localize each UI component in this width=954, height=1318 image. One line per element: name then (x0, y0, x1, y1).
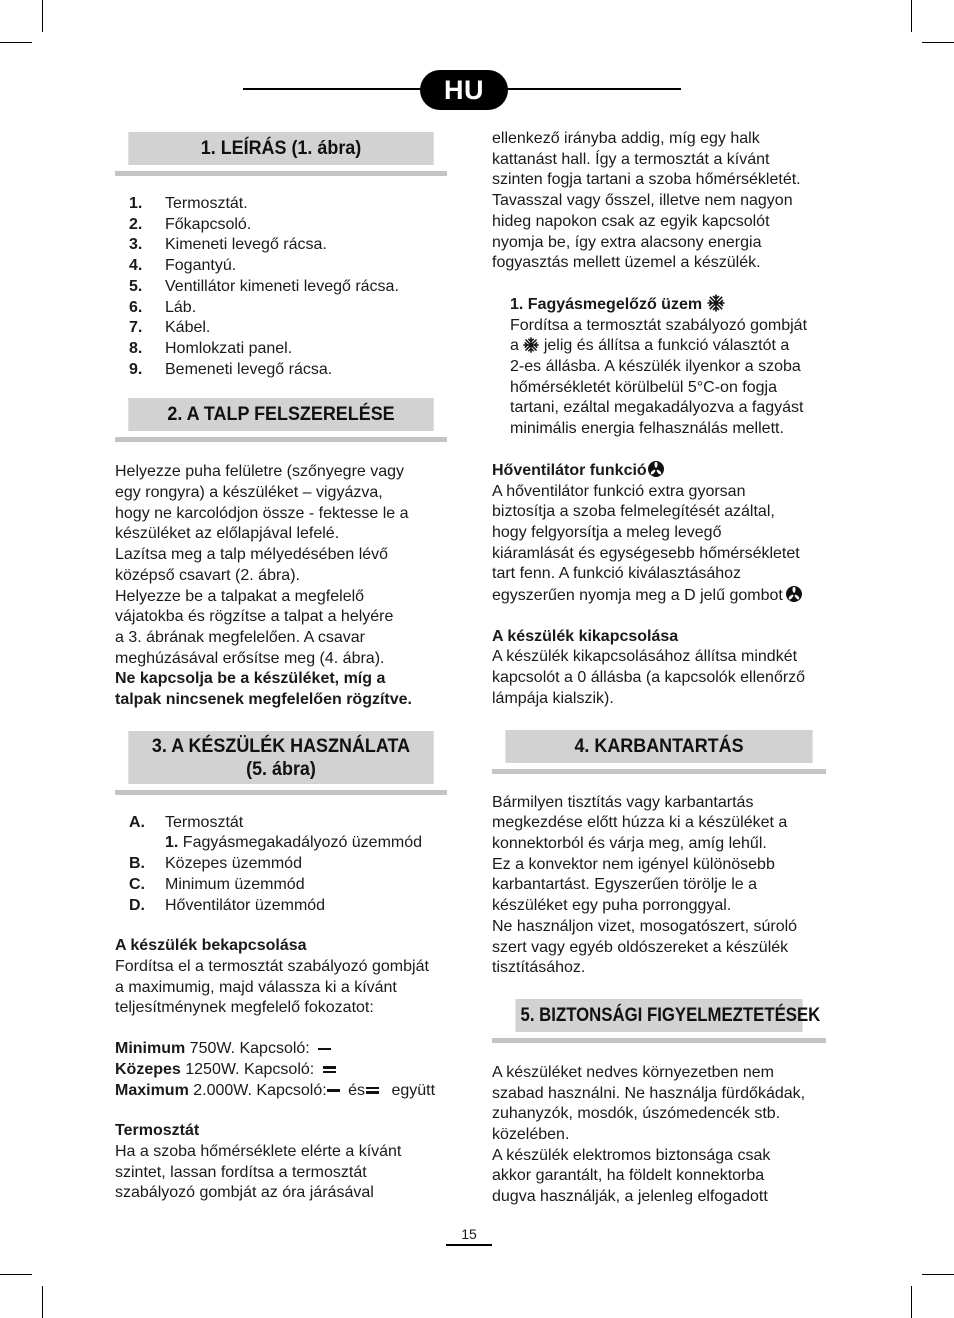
level-maximum: Maximum 2.000W. Kapcsoló: és együtt (115, 1081, 436, 1099)
power-off-title: A készülék kikapcsolása (492, 627, 679, 645)
list-item: 8. Homlokzati panel. (129, 339, 293, 357)
heading-underline (115, 171, 447, 176)
snowflake-icon (523, 337, 539, 353)
page-number-rule (446, 1244, 492, 1246)
list-item: 7. Kábel. (129, 319, 211, 337)
double-bar-switch-icon (366, 1085, 379, 1096)
level-medium: Közepes 1250W. Kapcsoló: (115, 1060, 447, 1081)
list-item: 5. Ventillátor kimeneti levegő rácsa. (129, 277, 399, 295)
section1-heading-text: 1. LEÍRÁS (1. ábra) (128, 132, 433, 165)
list-item: 3. Kimeneti levegő rácsa. (129, 236, 327, 254)
right-column (492, 129, 826, 1208)
section4-heading (492, 730, 826, 774)
level-minimum: Minimum 750W. Kapcsoló: (115, 1039, 447, 1060)
heading-underline (115, 790, 447, 795)
list-item: C. Minimum üzemmód (129, 875, 305, 893)
section5-body: A készüléket nedves környezetben nem szabad használni. Ne használja fürdőkádak, zuhanyzók, mosdók, úszómedencék stb. közelében. A készülék elektromos biztonsága csak akkor garantált, ha földelt konnektorba dugva használják, a jelenleg elfogadott (492, 1063, 806, 1206)
page-number: 15 (461, 1226, 477, 1242)
double-bar-switch-icon (323, 1064, 336, 1075)
fan-section: Hőventilátor funkció A hőventilátor funkció extra gyorsan biztosítja a szoba felmelegítését azáltal, hogy felgyorsítja a meleg levegő kiáramlását és egységesebb hőmérsékletet tart fenn. A funkció kiválasztásához egyszerűen nyomja meg a D jelű gombot (492, 460, 826, 607)
single-bar-switch-icon (318, 1046, 331, 1053)
section3-heading (115, 731, 447, 795)
header-rule-right (505, 88, 681, 90)
crop-mark (42, 0, 43, 32)
section5-heading (492, 999, 826, 1043)
list-item: 9. Bemeneti levegő rácsa. (129, 360, 333, 378)
heading-underline (492, 769, 826, 774)
thermostat-section: Termosztát Ha a szoba hőmérséklete elérte a kívánt szintet, lassan fordítsa a termosztát szabályozó gombját az óra járásával (115, 1121, 447, 1204)
snowflake-icon (707, 294, 725, 312)
list-item: A. Termosztát (129, 813, 244, 831)
power-on-section: A készülék bekapcsolása Fordítsa el a termosztát szabályozó gombját a maximumig, majd válassza ki a kívánt teljesítménynek megfelelő fokozatot: (115, 936, 447, 1019)
list-item: 4. Fogantyú. (129, 257, 237, 275)
section2-heading (115, 398, 447, 442)
thermostat-title: Termosztát (115, 1122, 200, 1140)
crop-mark (42, 1286, 43, 1318)
warning-text: Ne kapcsolja be a készüléket, míg a (115, 670, 386, 688)
list-item: D. Hőventilátor üzemmód (129, 896, 326, 914)
crop-mark (911, 0, 912, 32)
fan-icon (785, 585, 803, 603)
section2-body: Helyezze puha felületre (szőnyegre vagy egy rongyra) a készüléket – vigyázva, hogy ne karcolódjon össze - fektesse le a készüléket az előlapjával lefelé. Lazítsa meg a talp mélyedésében lévő középső csavart (2. ábra). Helyezze be a talpakat a megfelelő vájatokba és rögzítse a talpat a helyére a 3. ábrának megfelelően. A csavar meghúzásával erősítse meg (4. ábra). Ne kapcsolja be a készüléket, míg a talpak nincsenek megfelelően rögzítve. (115, 462, 447, 710)
crop-mark (922, 42, 954, 43)
single-bar-switch-icon (327, 1087, 340, 1094)
crop-mark (0, 42, 32, 43)
section3-heading-text: 3. A KÉSZÜLÉK HASZNÁLATA (5. ábra) (128, 731, 433, 784)
list-item: 1. Fagyásmegakadályozó üzemmód (165, 834, 423, 852)
frost-mode-title: 1. Fagyásmegelőző üzem (510, 295, 703, 313)
thermostat-continued: ellenkező irányba addig, míg egy halk kattanást hall. Így a termosztát a kívánt szinten fogja tartani a szoba hőmérsékletét. Tavasszal vagy ősszel, illetve nem nagyon hideg napokon csak az egyik kapcsolót nyomja be, így extra alacsony energia fogyasztás mellett üzemel a készülék. (492, 130, 801, 272)
left-column (115, 132, 447, 1204)
frost-mode-section: 1. Fagyásmegelőző üzem Fordítsa a termosztát szabályozó gombját a jelig és állítsa a funkció választót a 2-es állásba. A készülék ilyenkor a szoba hőmérsékletét körülbelül 5°C-on fogja tartani, ezáltal megakadályozva a fagyást minimális energia felhasználás mellett. (510, 295, 808, 438)
crop-mark (911, 1286, 912, 1318)
section4-heading-text: 4. KARBANTARTÁS (505, 730, 812, 763)
list-item: 6. Láb. (129, 298, 197, 316)
crop-mark (0, 1274, 32, 1275)
power-on-title: A készülék bekapcsolása (115, 937, 307, 955)
controls-list (115, 813, 447, 917)
list-item: 2. Főkapcsoló. (129, 215, 252, 233)
list-item: B. Közepes üzemmód (129, 855, 302, 873)
warning-text: talpak nincsenek megfelelően rögzítve. (115, 691, 412, 709)
language-badge: HU (420, 70, 508, 110)
list-item: 1. Termosztát. (129, 195, 248, 212)
section2-heading-text: 2. A TALP FELSZERELÉSE (128, 398, 433, 431)
fan-icon (647, 460, 665, 478)
heading-underline (492, 1038, 826, 1043)
power-levels (115, 1039, 447, 1101)
header-rule-left (243, 88, 423, 90)
section1-heading (115, 132, 447, 176)
parts-list (115, 194, 447, 380)
fan-title: Hőventilátor funkció (492, 461, 647, 479)
crop-mark (922, 1274, 954, 1275)
section4-body: Bármilyen tisztítás vagy karbantartás megkezdése előtt húzza ki a készüléket a konnektorból és várja meg, amíg lehűl. Ez a konvektor nem igényel különösebb karbantartást. Egyszerűen törölje le a készüléket egy puha porronggyal. Ne használjon vizet, mosogatószert, súroló szert vagy egyéb oldószereket a készülék tisztításához. (492, 793, 798, 977)
power-off-section: A készülék kikapcsolása A készülék kikapcsolásához állítsa mindkét kapcsolót a 0 állásba (a kapcsolók ellenőrző lámpája kialszik). (492, 627, 826, 710)
heading-underline (115, 437, 447, 442)
section5-heading-text: 5. BIZTONSÁGI FIGYELMEZTETÉSEK (515, 999, 802, 1032)
